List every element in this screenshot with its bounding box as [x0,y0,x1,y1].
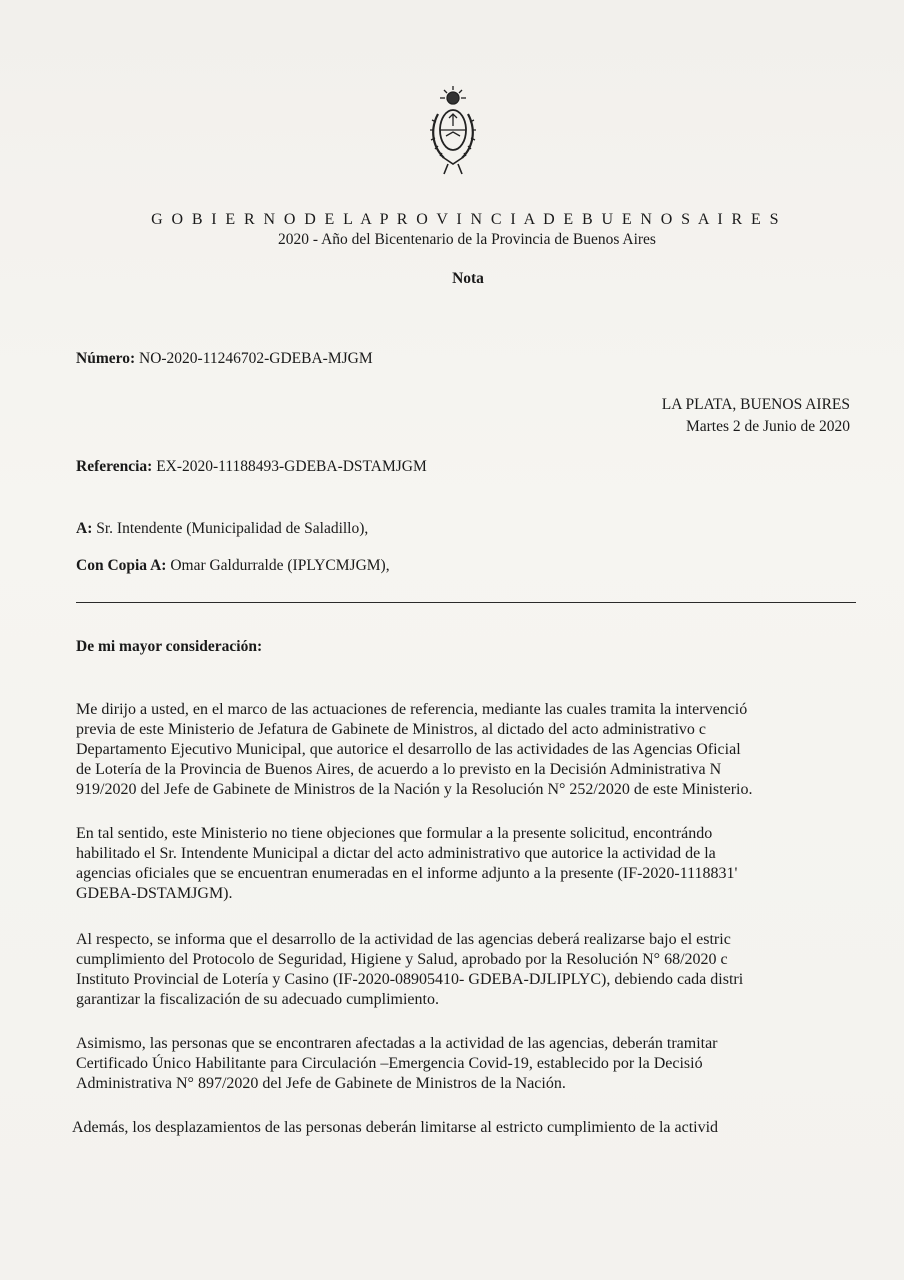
paragraph-line: Además, los desplazamientos de las personas deberán limitarse al estricto cumplimiento de la activid [72,1119,719,1136]
document-type: Nota [452,270,484,287]
paragraph-line: garantizar la fiscalización de su adecuado cumplimiento. [76,991,439,1008]
cc-label: Con Copia A: [76,557,167,574]
referencia-value: EX-2020-11188493-GDEBA-DSTAMJGM [156,458,427,475]
cc-value: Omar Galdurralde (IPLYCMJGM), [170,557,390,574]
paragraph-line: Al respecto, se informa que el desarrollo de la actividad de las agencias deberá realizarse bajo el estric [76,931,731,948]
coat-of-arms-seal [428,84,478,180]
paragraph-line: Certificado Único Habilitante para Circulación –Emergencia Covid-19, establecido por la Decisió [76,1055,703,1072]
referencia-line [76,458,427,476]
paragraph-line: Asimismo, las personas que se encontraren afectadas a la actividad de las agencias, deberán tramitar [76,1035,718,1052]
numero-line [76,350,373,368]
paragraph-line: habilitado el Sr. Intendente Municipal a dictar del acto administrativo que autorice la actividad de la [76,845,716,862]
cc-line [76,557,390,575]
paragraph-line: Departamento Ejecutivo Municipal, que autorice el desarrollo de las actividades de las Agencias Oficial [76,741,741,758]
paragraph-2 [76,824,904,904]
paragraph-line: Administrativa N° 897/2020 del Jefe de Gabinete de Ministros de la Nación. [76,1075,566,1092]
paragraph-line: cumplimiento del Protocolo de Seguridad, Higiene y Salud, aprobado por la Resolución N° 68/2020 c [76,951,728,968]
paragraph-1 [76,700,904,800]
numero-value: NO-2020-11246702-GDEBA-MJGM [139,350,373,367]
header-divider [76,602,856,603]
paragraph-line: 919/2020 del Jefe de Gabinete de Ministros de la Nación y la Resolución N° 252/2020 de este Ministerio. [76,781,753,798]
paragraph-line: agencias oficiales que se encuentran enumeradas en el informe adjunto a la presente (IF-2020-1118831' [76,865,738,882]
numero-label: Número: [76,350,136,367]
paragraph-line: de Lotería de la Provincia de Buenos Aires, de acuerdo a lo previsto en la Decisión Administrativa N [76,761,722,778]
government-title: G O B I E R N O D E L A P R O V I N C I A D E B U E N O S A I R E S [151,211,781,228]
paragraph-line: GDEBA-DSTAMJGM). [76,885,233,902]
paragraph-line: Instituto Provincial de Lotería y Casino (IF-2020-08905410- GDEBA-DJLIPLYC), debiendo cada distri [76,971,744,988]
paragraph-line: previa de este Ministerio de Jefatura de Gabinete de Ministros, al dictado del acto administrativo c [76,721,707,738]
salutation [76,638,262,656]
salutation-text: De mi mayor consideración: [76,638,263,655]
recipient-line [76,520,368,538]
recipient-label: A: [76,520,93,537]
recipient-value: Sr. Intendente (Municipalidad de Saladillo), [96,520,369,537]
paragraph-line: Me dirijo a usted, en el marco de las actuaciones de referencia, mediante las cuales tramita la intervenció [76,701,748,718]
paragraph-4 [76,1034,904,1094]
date: Martes 2 de Junio de 2020 [685,418,850,435]
referencia-label: Referencia: [76,458,153,475]
government-subtitle: 2020 - Año del Bicentenario de la Provincia de Buenos Aires [278,231,656,248]
paragraph-line: En tal sentido, este Ministerio no tiene objeciones que formular a la presente solicitud, encontrándo [76,825,713,842]
place: LA PLATA, BUENOS AIRES [661,396,850,413]
paragraph-5 [72,1118,904,1138]
paragraph-3 [76,930,904,1010]
